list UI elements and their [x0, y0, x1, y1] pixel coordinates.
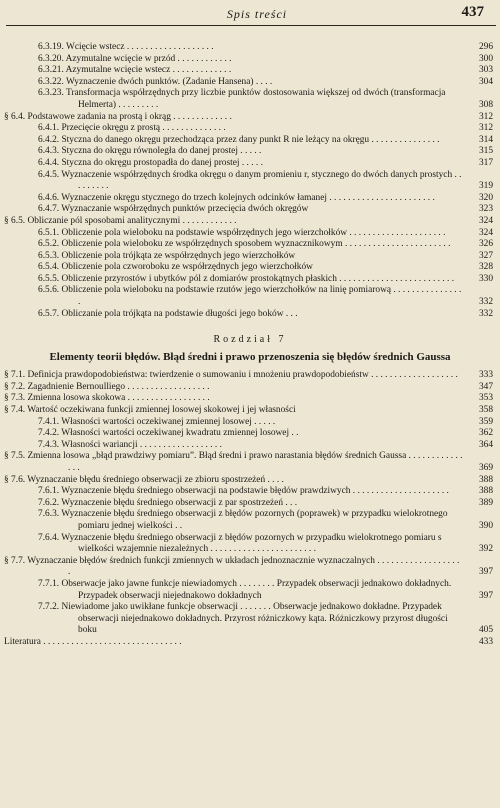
toc-entry[interactable] [38, 440, 500, 452]
toc-entry-number: 7.7.2. [38, 602, 60, 613]
toc-entry-number: 6.5.4. [38, 262, 60, 273]
toc-entry-text: Wyznaczenie błędu średniego obserwacji z par spostrzeżeń . . . [61, 497, 298, 508]
toc-entry[interactable] [4, 451, 500, 474]
toc-entry[interactable] [4, 216, 500, 228]
toc-entry[interactable] [38, 602, 500, 637]
toc-entry-text: Obliczanie pól sposobami analitycznymi . . . . . . . . . . . . [27, 215, 237, 226]
toc-part-1 [0, 42, 500, 320]
toc-entry-number: 6.5.3. [38, 250, 60, 261]
toc-entry[interactable] [4, 556, 500, 579]
toc-entry[interactable] [4, 370, 500, 382]
toc-entry[interactable] [4, 393, 500, 405]
toc-entry-number: 6.5.5. [38, 273, 60, 284]
toc-entry-number: 7.4.3. [38, 439, 60, 450]
toc-entry-text: Obliczenie przyrostów i ubytków pól z domiarów prostokątnych płaskich . . . . . . . . . . . . . . . . . . . . . . . . . [61, 273, 455, 284]
toc-entry[interactable] [38, 228, 500, 240]
toc-entry-page: 405 [478, 625, 493, 636]
toc-entry-text: Obliczanie pola trójkąta na podstawie długości jego boków . . . [61, 308, 298, 319]
toc-entry-page: 332 [478, 297, 493, 308]
toc-entry-number: 6.4.2. [38, 134, 60, 145]
toc-entry-number: 7.7.1. [38, 578, 60, 589]
toc-entry-page: 332 [478, 308, 493, 319]
toc-entry-page: 364 [478, 439, 493, 450]
toc-entry-text: Własności wariancji . . . . . . . . . . . . . . . . . . [61, 439, 222, 450]
toc-entry-page: 312 [478, 123, 493, 134]
toc-entry-number: 6.5.6. [38, 285, 60, 296]
toc-entry[interactable] [4, 112, 500, 124]
toc-entry[interactable] [38, 509, 500, 532]
toc-entry-number: 7.6.3. [38, 509, 60, 520]
toc-entry[interactable] [38, 428, 500, 440]
toc-entry[interactable] [38, 486, 500, 498]
toc-entry-page: 304 [478, 76, 493, 87]
toc-entry-text: Podstawowe zadania na prostą i okrąg . . . . . . . . . . . . . [27, 111, 232, 122]
toc-entry-number: § 7.5. [4, 451, 26, 462]
toc-entry-page: 308 [478, 99, 493, 110]
toc-entry[interactable] [4, 382, 500, 394]
toc-entry-text: Niewiadome jako uwikłane funkcje obserwacji . . . . . . . Obserwacje jednakowo dokładne. Przypadek obserwacji niejednakowo dokładnych. Przyrost różniczkowy kąta. Różniczkowy przyrost długości boku [61, 602, 448, 636]
toc-entry-page: 326 [478, 239, 493, 250]
toc-entry-number: 6.4.4. [38, 157, 60, 168]
toc-entry-text: Styczna do okręgu prostopadła do danej prostej . . . . . [61, 157, 263, 168]
toc-entry[interactable] [38, 135, 500, 147]
toc-entry-text: Wyznaczenie współrzędnych środka okręgu o danym promieniu r, stycznego do dwóch danych prostych . . . . . . . . . [61, 169, 462, 192]
toc-entry[interactable] [38, 54, 500, 66]
toc-entry-text: Obliczenie pola wieloboku na podstawie współrzędnych jego wierzchołków . . . . . . . . . . . . . . . . . . . . . [61, 227, 446, 238]
toc-entry-page: 323 [478, 204, 493, 215]
toc-entry-number: 6.4.5. [38, 169, 60, 180]
toc-entry-number: § 7.1. [4, 370, 26, 381]
toc-entry[interactable] [38, 533, 500, 556]
toc-entry[interactable] [38, 262, 500, 274]
toc-entry-literatura[interactable] [4, 637, 500, 649]
toc-entry-page: 328 [478, 262, 493, 273]
toc-entry[interactable] [4, 475, 500, 487]
header-rule [6, 25, 496, 26]
toc-entry[interactable] [38, 309, 500, 321]
toc-entry-number: 6.5.7. [38, 308, 60, 319]
toc-entry-text: Wyznaczanie błędu średniego obserwacji ze zbioru spostrzeżeń . . . . [27, 474, 284, 485]
toc-entry[interactable] [38, 251, 500, 263]
toc-entry-number: 7.4.2. [38, 428, 60, 439]
toc-entry[interactable] [38, 170, 500, 193]
toc-entry-number: 6.4.1. [38, 123, 60, 134]
toc-entry-text: Obliczenie pola wieloboku na podstawie rzutów jego wierzchołków na linię pomiarową . . . . . . . . . . . . . . . . [61, 285, 462, 308]
running-title: Spis treści [226, 7, 288, 21]
toc-entry-text: Wyznaczenie dwóch punktów. (Zadanie Hansena) . . . . [65, 76, 273, 87]
toc-entry-number: 7.4.1. [38, 416, 60, 427]
toc-part-2 [0, 370, 500, 637]
toc-entry-page: 300 [478, 53, 493, 64]
toc-entry-text: Styczna do danego okręgu przechodząca przez dany punkt R nie leżący na okręgu . . . . . . . . . . . . . . . [61, 134, 440, 145]
toc-entry-text: Wartość oczekiwana funkcji zmiennej losowej skokowej i jej własności [27, 405, 296, 416]
toc-entry-page: 359 [478, 416, 493, 427]
toc-entry-text: Przecięcie okręgu z prostą . . . . . . . . . . . . . . [61, 123, 226, 134]
toc-entry-text: Wyznaczenie błędu średniego obserwacji na podstawie błędów prawdziwych . . . . . . . . . . . . . . . . . . . . . [61, 486, 449, 497]
toc-entry-text: Wyznaczenie błędu średniego obserwacji z błędów pozornych (poprawek) w przypadku wielokrotnego pomiaru jednej wielkości . . [61, 509, 448, 531]
toc-entry-text: Własności wartości oczekiwanej kwadratu zmiennej losowej . . [61, 428, 299, 439]
toc-entry-page: 320 [478, 192, 493, 203]
chapter-label: Rozdział 7 [213, 334, 287, 346]
toc-entry-text: Wyznaczanie współrzędnych punktów przecięcia dwóch okręgów [61, 204, 309, 215]
toc-entry-page: 397 [478, 590, 493, 601]
toc-entry-number: § 7.6. [4, 474, 26, 485]
toc-entry-page: 388 [478, 474, 493, 485]
toc-entry-page: 369 [478, 463, 493, 473]
toc-entry-page: 389 [478, 497, 493, 508]
toc-entry[interactable] [38, 42, 500, 54]
toc-entry-number: 6.4.3. [38, 146, 60, 157]
page-number: 437 [461, 4, 484, 20]
toc-entry-number: § 7.7. [4, 555, 26, 566]
toc-entry-page: 390 [478, 520, 493, 531]
toc-entry-text: Transformacja współrzędnych przy liczbie punktów dostosowania większej od dwóch (transformacja Helmerta) . . . . . . . . . [65, 88, 446, 110]
toc-entry-text: Azymutalne wcięcie wstecz . . . . . . . . . . . . . [65, 65, 232, 76]
toc-entry-text: Obliczenie pola czworoboku ze współrzędnych jego wierzchołków [61, 262, 313, 273]
toc-entry-text: Zmienna losowa „błąd prawdziwy pomiaru”. Błąd średni i prawo narastania błędów średnich Gaussa . . . . . . . . . . . . . . . [27, 451, 463, 473]
toc-entry-text: Obliczenie pola wieloboku ze współrzędnych sposobem wyznacznikowym . . . . . . . . . . . . . . . . . . . . . . . [61, 239, 451, 250]
toc-entry-text: Definicja prawdopodobieństwa: twierdzenie o sumowaniu i mnożeniu prawdopodobieństw . . . . . . . . . . . . . . . . . . . [27, 370, 458, 381]
toc-entry-text: Wcięcie wstecz . . . . . . . . . . . . . . . . . . . [65, 42, 214, 52]
toc-entry-number: § 7.2. [4, 381, 26, 392]
toc-entry[interactable] [38, 239, 500, 251]
toc-entry-number: 7.6.2. [38, 497, 60, 508]
toc-entry[interactable] [38, 88, 500, 111]
toc-entry[interactable] [4, 405, 500, 417]
toc-entry-text: Zagadnienie Bernoulliego . . . . . . . . . . . . . . . . . . [27, 381, 210, 392]
running-header [22, 4, 492, 24]
toc-entry-page: 347 [478, 381, 493, 392]
toc-entry-page: 353 [478, 393, 493, 404]
toc-entry-page: 312 [478, 111, 493, 122]
toc-entry-text: Wyznaczenie okręgu stycznego do trzech kolejnych odcinków łamanej . . . . . . . . . . . . . . . . . . . . . . . [61, 192, 435, 203]
toc-entry-text: Zmienna losowa skokowa . . . . . . . . . . . . . . . . . . [27, 393, 210, 404]
toc-entry-text: Literatura . . . . . . . . . . . . . . . . . . . . . . . . . . . . . . [4, 636, 182, 647]
toc-entry-number: 6.4.6. [38, 192, 60, 203]
toc-entry-page: 392 [478, 544, 493, 555]
toc-entry-number: 6.3.21. [38, 65, 64, 76]
toc-entry-number: 7.6.4. [38, 532, 60, 543]
toc-entry-number: 6.3.19. [38, 42, 64, 52]
toc-entry[interactable] [38, 65, 500, 77]
toc-entry[interactable] [38, 285, 500, 308]
toc-entry-text: Azymutalne wcięcie w przód . . . . . . . . . . . . [65, 53, 232, 64]
toc-entry-text: Wyznaczanie błędów średnich funkcji zmiennych w układach jednoznacznie wyznaczalnych . . . . . . . . . . . . . . . . . . . [27, 555, 460, 578]
toc-entry-text: Obliczenie pola trójkąta ze współrzędnych jego wierzchołków [61, 250, 296, 261]
toc-entry-number: 6.3.22. [38, 76, 64, 87]
toc-entry-page: 317 [478, 157, 493, 168]
toc-entry-page: 358 [478, 405, 493, 416]
toc-entry-number: 6.4.7. [38, 204, 60, 215]
toc-entry-page: 433 [478, 636, 493, 647]
toc-entry-number: 6.3.20. [38, 53, 64, 64]
table-of-contents [0, 42, 500, 649]
toc-entry-text: Obserwacje jako jawne funkcje niewiadomych . . . . . . . . Przypadek obserwacji jednakowo dokładnych. Przypadek obserwacji niejednakowo dokładnych [61, 578, 452, 601]
toc-entry-number: 7.6.1. [38, 486, 60, 497]
toc-entry-page: 315 [478, 146, 493, 157]
toc-entry-number: § 6.4. [4, 111, 26, 122]
toc-entry-text: Własności wartości oczekiwanej zmiennej losowej . . . . . [61, 416, 276, 427]
toc-entry-number: 6.5.2. [38, 239, 60, 250]
toc-entry-text: Wyznaczenie błędu średniego obserwacji z błędów pozornych w przypadku wielokrotnego pomiaru s wielkości wzajemnie niezależnych . . . . . . . . . . . . . . . . . . . . . . . [61, 532, 442, 555]
toc-entry-number: 6.3.23. [38, 88, 64, 99]
toc-entry-number: 6.5.1. [38, 227, 60, 238]
toc-entry-number: § 7.4. [4, 405, 26, 416]
toc-entry[interactable] [38, 158, 500, 170]
toc-entry[interactable] [38, 498, 500, 510]
toc-entry[interactable] [38, 417, 500, 429]
toc-entry-page: 362 [478, 428, 493, 439]
toc-entry[interactable] [38, 146, 500, 158]
toc-entry[interactable] [38, 193, 500, 205]
toc-entry-page: 388 [478, 486, 493, 497]
toc-entry[interactable] [38, 77, 500, 89]
toc-entry-page: 314 [478, 134, 493, 145]
toc-entry-page: 303 [478, 65, 493, 76]
toc-entry[interactable] [38, 579, 500, 602]
toc-entry-page: 327 [478, 250, 493, 261]
toc-entry-page: 330 [478, 273, 493, 284]
chapter-title: Elementy teorii błędów. Błąd średni i prawo przenoszenia się błędów średnich Gaussa [49, 351, 451, 364]
toc-entry[interactable] [38, 204, 500, 216]
toc-entry-number: § 6.5. [4, 215, 26, 226]
toc-entry[interactable] [38, 274, 500, 286]
toc-entry-page: 319 [478, 181, 493, 192]
toc-entry-page: 296 [478, 42, 493, 52]
toc-entry[interactable] [38, 123, 500, 135]
toc-entry-page: 333 [478, 370, 493, 381]
toc-entry-page: 324 [478, 227, 493, 238]
toc-entry-number: § 7.3. [4, 393, 26, 404]
toc-entry-page: 397 [478, 567, 493, 578]
toc-entry-text: Styczna do okręgu równoległa do danej prostej . . . . . [61, 146, 262, 157]
toc-entry-page: 324 [478, 215, 493, 226]
